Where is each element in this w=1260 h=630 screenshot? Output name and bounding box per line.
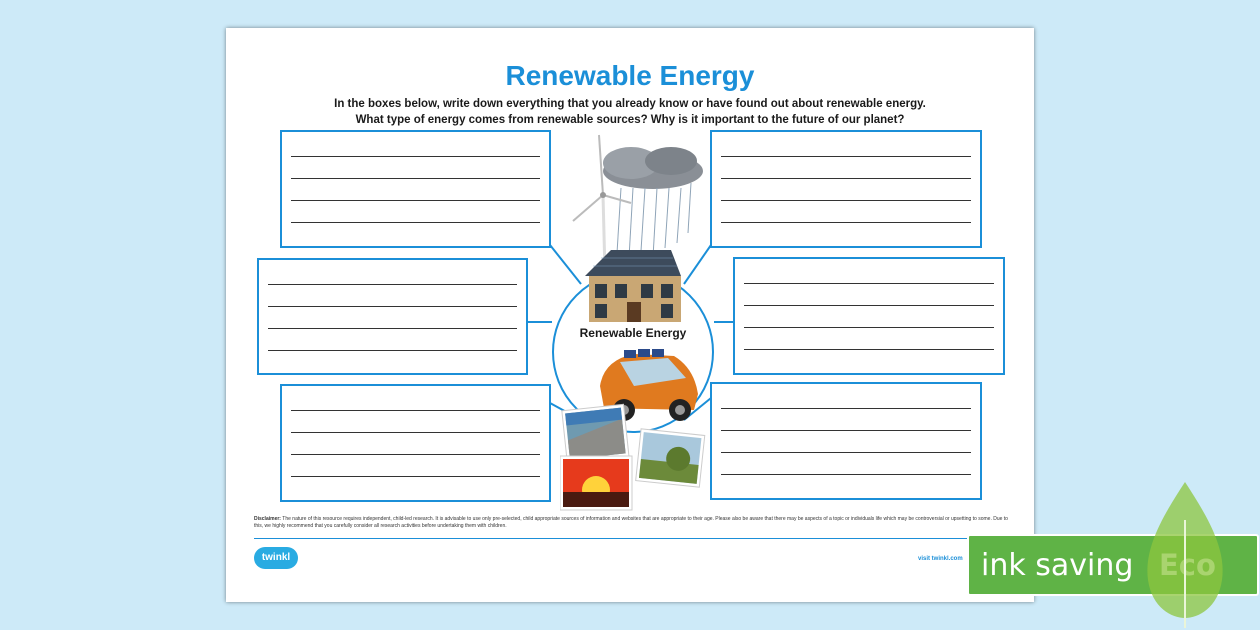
house-illustration (581, 246, 685, 324)
leaf-icon (1140, 480, 1230, 630)
writing-box-bottom-right[interactable] (710, 382, 982, 500)
disclaimer (254, 516, 1010, 529)
renewable-photos-collage (560, 400, 706, 512)
writing-box-top-left[interactable] (280, 130, 551, 248)
disclaimer-label: Disclaimer: (254, 516, 281, 522)
center-label: Renewable Energy (579, 326, 687, 340)
instruction-line-2: What type of energy comes from renewable sources? Why is it important to the future of our planet? (355, 114, 905, 126)
worksheet-page (226, 28, 1034, 602)
writing-box-middle-right[interactable] (733, 257, 1005, 375)
disclaimer-text: The nature of this resource requires independent, child-led research. It is advisable to use only pre-selected, child appropriate sources of information and websites that are appropriate to their age. Please also be aware that there may be aspects of a topic or individuals life which may be controversial or upsetting to some. Due to this, we highly recommend that you carefully consider all research activities before undertaking them with children. (254, 516, 1008, 529)
writing-box-top-right[interactable] (710, 130, 982, 248)
badge-label: ink saving (981, 548, 1134, 583)
visit-link[interactable]: visit twinkl.com (918, 556, 963, 562)
page-title: Renewable Energy (505, 60, 755, 91)
writing-box-bottom-left[interactable] (280, 384, 551, 502)
twinkl-logo[interactable]: twinkl (254, 547, 298, 569)
footer-divider (254, 538, 1006, 539)
instruction-line-1: In the boxes below, write down everything that you already know or have found out about renewable energy. (334, 98, 926, 110)
writing-box-middle-left[interactable] (257, 258, 528, 375)
